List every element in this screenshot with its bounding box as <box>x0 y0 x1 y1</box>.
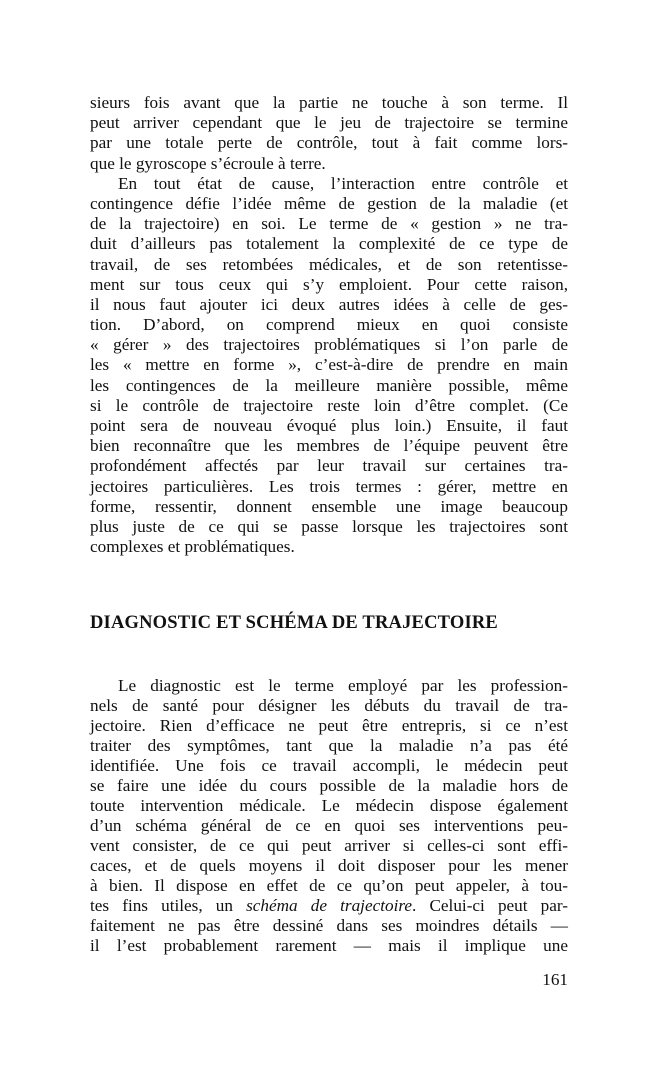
text-line: les « mettre en forme », c’est-à-dire de prendre en main <box>90 355 568 375</box>
text-line: plus juste de ce qui se passe lorsque les trajectoires sont <box>90 516 568 536</box>
text-line: sieurs fois avant que la partie ne touche à son terme. Il <box>90 93 568 112</box>
section-heading: DIAGNOSTIC ET SCHÉMA DE TRAJECTOIRE <box>90 613 498 633</box>
paragraph <box>90 93 568 174</box>
text-line: tion. D’abord, on comprend mieux en quoi consiste <box>90 315 568 335</box>
text-line: toute intervention médicale. Le médecin dispose également <box>90 796 568 815</box>
text-line: peut arriver cependant que le jeu de trajectoire se termine <box>90 113 568 133</box>
text-line: En tout état de cause, l’interaction entre contrôle et <box>118 173 568 193</box>
text-line: à bien. Il dispose en effet de ce qu’on peut appeler, à tou- <box>90 876 568 895</box>
text-line <box>90 896 568 916</box>
text-line: se faire une idée du cours possible de la maladie hors de <box>90 776 568 795</box>
text-line: d’un schéma général de ce en quoi ses interventions peu- <box>90 816 568 835</box>
paragraph <box>90 676 568 956</box>
text-line: nels de santé pour désigner les débuts du travail de tra- <box>90 696 568 715</box>
text-line: jectoires particulières. Les trois termes : gérer, mettre en <box>90 476 568 496</box>
text-line: si le contrôle de trajectoire reste loin d’être complet. (Ce <box>90 395 568 415</box>
text-line: faitement ne pas être dessiné dans ses moindres détails — <box>90 916 568 935</box>
text-line: Le diagnostic est le terme employé par les profession- <box>118 676 568 695</box>
body-text-section-1 <box>90 93 568 557</box>
text-line: jectoire. Rien d’efficace ne peut être entrepris, si ce n’est <box>90 716 568 735</box>
text-segment: tes fins utiles, un <box>90 896 247 915</box>
text-line: vent consister, de ce qui peut arriver si celles-ci sont effi- <box>90 836 568 855</box>
text-line: complexes et problématiques. <box>90 537 295 557</box>
text-segment: . Celui-ci peut par- <box>412 896 568 915</box>
text-line: point sera de nouveau évoqué plus loin.) Ensuite, il faut <box>90 416 568 435</box>
text-line: bien reconnaître que les membres de l’équipe peuvent être <box>90 436 568 456</box>
text-line: forme, ressentir, donnent ensemble une image beaucoup <box>90 496 568 516</box>
text-line: « gérer » des trajectoires problématiques si l’on parle de <box>90 335 568 355</box>
text-line: par une totale perte de contrôle, tout à fait comme lors- <box>90 133 568 153</box>
text-line: que le gyroscope s’écroule à terre. <box>90 153 326 173</box>
text-line: travail, de ses retombées médicales, et de son retentisse- <box>90 254 568 274</box>
text-line: identifiée. Une fois ce travail accompli, le médecin peut <box>90 756 568 775</box>
text-line: les contingences de la meilleure manière possible, même <box>90 375 568 395</box>
text-line: de la trajectoire) en soi. Le terme de « gestion » ne tra- <box>90 214 568 234</box>
text-line: ment sur tous ceux qui s’y emploient. Pour cette raison, <box>90 274 568 294</box>
text-line: caces, et de quels moyens il doit disposer pour les mener <box>90 856 568 875</box>
text-line: traiter des symptômes, tant que la maladie n’a pas été <box>90 736 568 755</box>
text-line: contingence défie l’idée même de gestion de la maladie (et <box>90 193 568 213</box>
paragraph <box>90 174 568 558</box>
text-line: il l’est probablement rarement — mais il implique une <box>90 936 568 955</box>
text-line: duit d’ailleurs pas totalement la complexité de ce type de <box>90 234 568 254</box>
text-line: profondément affectés par leur travail sur certaines tra- <box>90 456 568 476</box>
text-line: il nous faut ajouter ici deux autres idées à celle de ges- <box>90 294 568 314</box>
italic-term: schéma de trajectoire <box>246 896 413 915</box>
body-text-section-2 <box>90 676 568 956</box>
page-number: 161 <box>542 970 568 989</box>
